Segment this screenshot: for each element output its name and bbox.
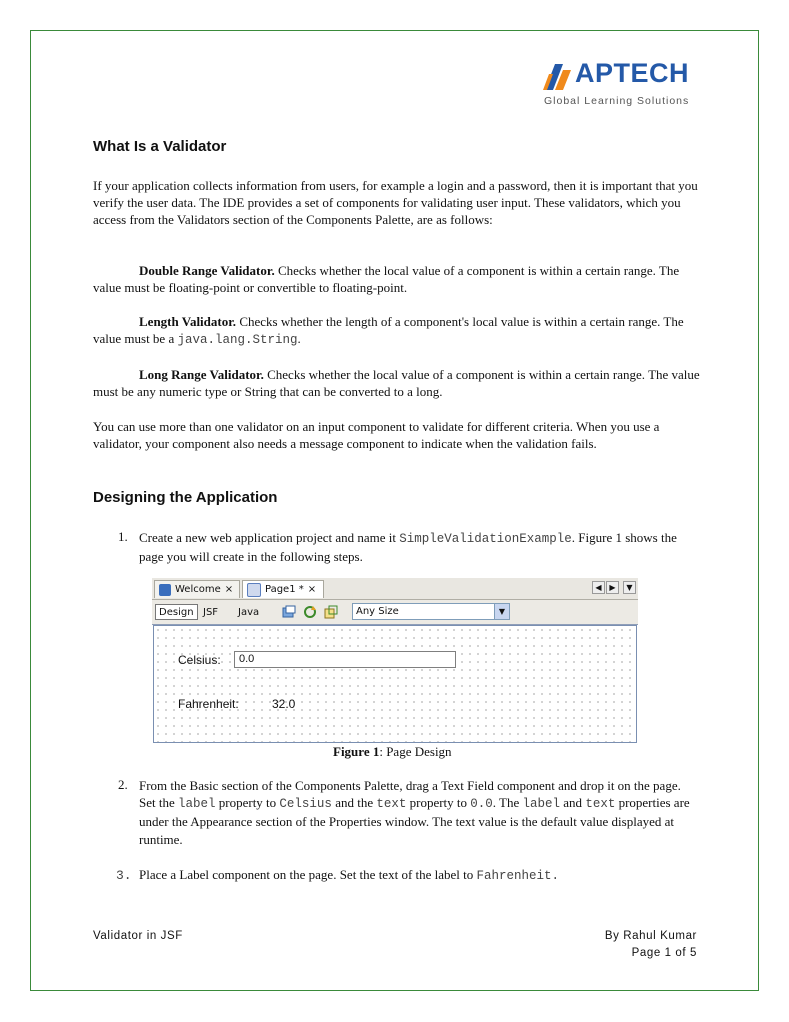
welcome-icon [159, 584, 171, 596]
length-paragraph [93, 313, 703, 349]
closing-paragraph: You can use more than one validator on an input component to validate for different criteria. When you use a validator, your component also needs a message component to indicate when the validation fails. [93, 419, 660, 452]
tab-prev-icon[interactable]: ◀ [592, 581, 605, 594]
logo-mark-icon [543, 62, 573, 92]
step3-pre: Place a Label component on the page. Set the text of the label to [139, 867, 477, 882]
step2-t4: property to [406, 795, 471, 811]
footer-author: By Rahul Kumar [604, 930, 697, 942]
double-range-term: Double Range Validator. [139, 263, 275, 278]
java-view-button[interactable]: Java [238, 606, 260, 618]
step1-code: SimpleValidationExample [399, 532, 572, 546]
step2-t3: and the [331, 795, 377, 811]
ide-screenshot [152, 578, 638, 744]
step2-code-text: text [376, 797, 407, 812]
step1-post: . Figure 1 shows the page you will create in the following steps. [139, 530, 677, 565]
size-dropdown-value: Any Size [356, 606, 399, 617]
step2-number: 2. [118, 777, 128, 792]
double-range-paragraph [93, 262, 703, 296]
tab-welcome[interactable] [154, 580, 240, 598]
tab-list-icon[interactable]: ▼ [623, 581, 636, 594]
page-icon [247, 583, 261, 597]
step2-t6: and [560, 795, 586, 811]
celsius-text-field[interactable]: 0.0 [234, 651, 456, 668]
step2-code-value: 0.0 [470, 797, 493, 812]
long-range-paragraph [93, 366, 703, 400]
double-range-desc: Checks whether the local value of a component is within a certain range. The value must be floating-point or convertible to floating-point. [93, 263, 680, 296]
length-tail: . [297, 331, 301, 347]
celsius-label: Celsius: [178, 653, 221, 667]
long-range-term: Long Range Validator. [139, 367, 264, 382]
step3-number: 3. [116, 868, 132, 883]
figure-caption [333, 744, 452, 760]
step3-text [139, 866, 699, 885]
step3-code: Fahrenheit. [476, 869, 560, 883]
figure-caption-text: : Page Design [379, 744, 452, 759]
step2-t7: properties are under the Appearance section of the Properties window. The text value is the default value displayed at runtime. [139, 795, 690, 847]
step2-t1: From the Basic section of the Components Palette, drag a Text Field component and drop it on the page. Set the [139, 778, 681, 811]
step1-pre: Create a new web application project and name it [139, 530, 400, 545]
tab-page1-label: Page1 * [265, 584, 304, 595]
jsf-view-button[interactable]: JSF [203, 606, 219, 618]
length-code: java.lang.String [177, 333, 298, 348]
tab-page1[interactable] [242, 580, 324, 598]
fahrenheit-value: 32.0 [272, 697, 296, 711]
length-term: Length Validator. [139, 314, 237, 329]
step2-t2: property to [215, 795, 280, 811]
step2-text [139, 777, 699, 848]
close-icon[interactable]: × [224, 584, 234, 595]
step2-code-label: label [178, 797, 216, 812]
editor-tab-bar [152, 578, 638, 600]
intro-paragraph: If your application collects information from users, for example a login and a password, then it is important that you verify the user data. The IDE provides a set of components for validating user input. These validators, which you access from the Validators section of the Components Palette, are as follows: [93, 178, 698, 228]
chevron-down-icon[interactable]: ▼ [494, 604, 509, 619]
logo-tagline: Global Learning Solutions [544, 95, 690, 107]
step2-code-text-2: text [585, 797, 616, 812]
step1-number: 1. [118, 529, 128, 544]
preview-icon[interactable] [282, 605, 296, 619]
footer-page-number: Page 1 of 5 [631, 947, 697, 959]
close-icon[interactable]: × [307, 584, 317, 595]
length-desc: Checks whether the length of a component's local value is within a certain range. The value must be a [93, 314, 684, 347]
refresh-icon[interactable] [303, 605, 317, 619]
footer-title: Validator in JSF [93, 930, 183, 942]
step1-text [139, 529, 695, 565]
design-canvas[interactable] [153, 625, 637, 743]
aptech-logo [543, 58, 703, 110]
tab-nav-buttons [592, 581, 636, 594]
step2-code-label-2: label [522, 797, 561, 812]
logo-wordmark: APTECH [575, 58, 690, 88]
step2-t5: . The [492, 795, 523, 811]
heading-what-is-validator: What Is a Validator [93, 138, 227, 155]
fahrenheit-label: Fahrenheit: [178, 697, 239, 711]
figure-caption-label: Figure 1 [333, 744, 380, 759]
tab-next-icon[interactable]: ▶ [606, 581, 619, 594]
heading-designing: Designing the Application [93, 489, 278, 506]
tab-welcome-label: Welcome [175, 584, 221, 595]
designer-toolbar [152, 600, 638, 625]
long-range-desc: Checks whether the local value of a component is within a certain range. The value must be any numeric type or String that can be converted to a long. [93, 367, 700, 400]
target-size-icon[interactable] [324, 605, 338, 619]
size-dropdown[interactable] [352, 603, 510, 620]
design-view-button[interactable]: Design [155, 604, 198, 620]
step2-code-celsius: Celsius [279, 797, 332, 812]
